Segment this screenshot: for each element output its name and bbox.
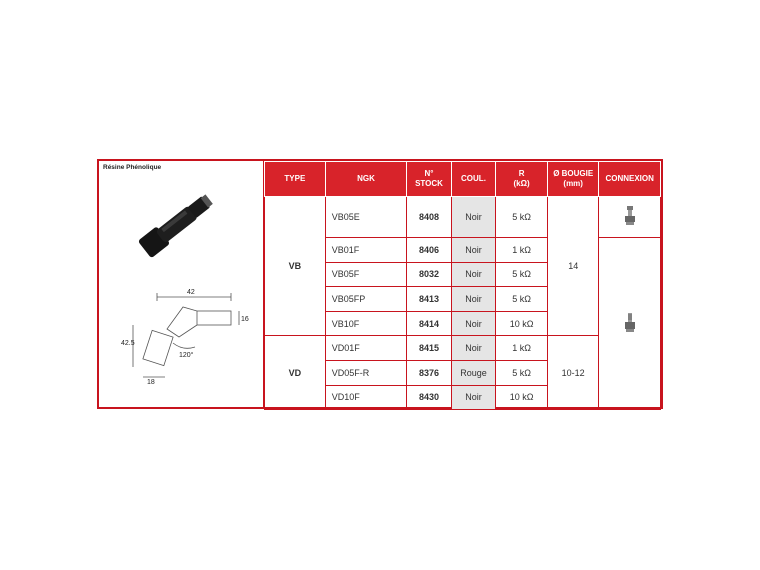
r-cell: 10 kΩ (496, 311, 548, 336)
col-header-coul: COUL. (451, 162, 495, 197)
ngk-cell: VB10F (325, 311, 407, 336)
ngk-cell: VB05FP (325, 287, 407, 312)
type-cell: VB (265, 197, 326, 336)
header-row (265, 162, 661, 197)
dim-side-label: 42.5 (121, 340, 135, 347)
stock-cell: 8414 (407, 311, 451, 336)
stock-cell: 8413 (407, 287, 451, 312)
r-cell: 5 kΩ (496, 262, 548, 287)
coul-cell: Noir (451, 287, 495, 312)
dim-bottom-label: 18 (147, 379, 155, 385)
table-row (265, 197, 661, 238)
coul-cell: Noir (451, 238, 495, 263)
material-caption: Résine Phénolique (103, 164, 162, 171)
ngk-cell: VB05E (325, 197, 407, 238)
product-sheet (97, 159, 663, 409)
dim-angle-label: 120° (179, 352, 194, 359)
r-cell: 5 kΩ (496, 360, 548, 385)
stock-cell: 8376 (407, 360, 451, 385)
type-cell: VD (265, 336, 326, 410)
dim-top-label: 42 (187, 289, 195, 296)
ngk-cell: VD05F-R (325, 360, 407, 385)
ngk-cell: VD01F (325, 336, 407, 361)
ngk-cell: VB01F (325, 238, 407, 263)
col-header-type: TYPE (265, 162, 326, 197)
stock-cell: 8406 (407, 238, 451, 263)
stock-cell: 8032 (407, 262, 451, 287)
coul-cell: Noir (451, 262, 495, 287)
r-cell: 1 kΩ (496, 336, 548, 361)
spark-plug-cap-photo (121, 183, 233, 263)
threaded-terminal-icon (624, 312, 636, 334)
r-cell: 1 kΩ (496, 238, 548, 263)
connexion-cell (599, 197, 661, 238)
dim-right-label: 16 (241, 316, 249, 323)
stock-cell: 8430 (407, 385, 451, 410)
bougie-cell: 10-12 (548, 336, 599, 410)
col-header-stock: N° STOCK (407, 162, 451, 197)
connexion-cell (599, 238, 661, 410)
coul-cell: Noir (451, 385, 495, 410)
coul-cell: Noir (451, 336, 495, 361)
coul-cell: Rouge (451, 360, 495, 385)
col-header-r: R (kΩ) (496, 162, 548, 197)
r-cell: 5 kΩ (496, 197, 548, 238)
ngk-cell: VD10F (325, 385, 407, 410)
col-header-bougie: Ø BOUGIE (mm) (548, 162, 599, 197)
col-header-ngk: NGK (325, 162, 407, 197)
dimension-drawing (113, 285, 253, 385)
coul-cell: Noir (451, 311, 495, 336)
coul-cell: Noir (451, 197, 495, 238)
stock-cell: 8415 (407, 336, 451, 361)
col-header-connexion: CONNEXION (599, 162, 661, 197)
product-illustration-panel (99, 161, 264, 407)
r-cell: 10 kΩ (496, 385, 548, 410)
terminal-nut-icon (624, 205, 636, 227)
stock-cell: 8408 (407, 197, 451, 238)
bougie-cell: 14 (548, 197, 599, 336)
spec-table (264, 161, 661, 410)
ngk-cell: VB05F (325, 262, 407, 287)
r-cell: 5 kΩ (496, 287, 548, 312)
